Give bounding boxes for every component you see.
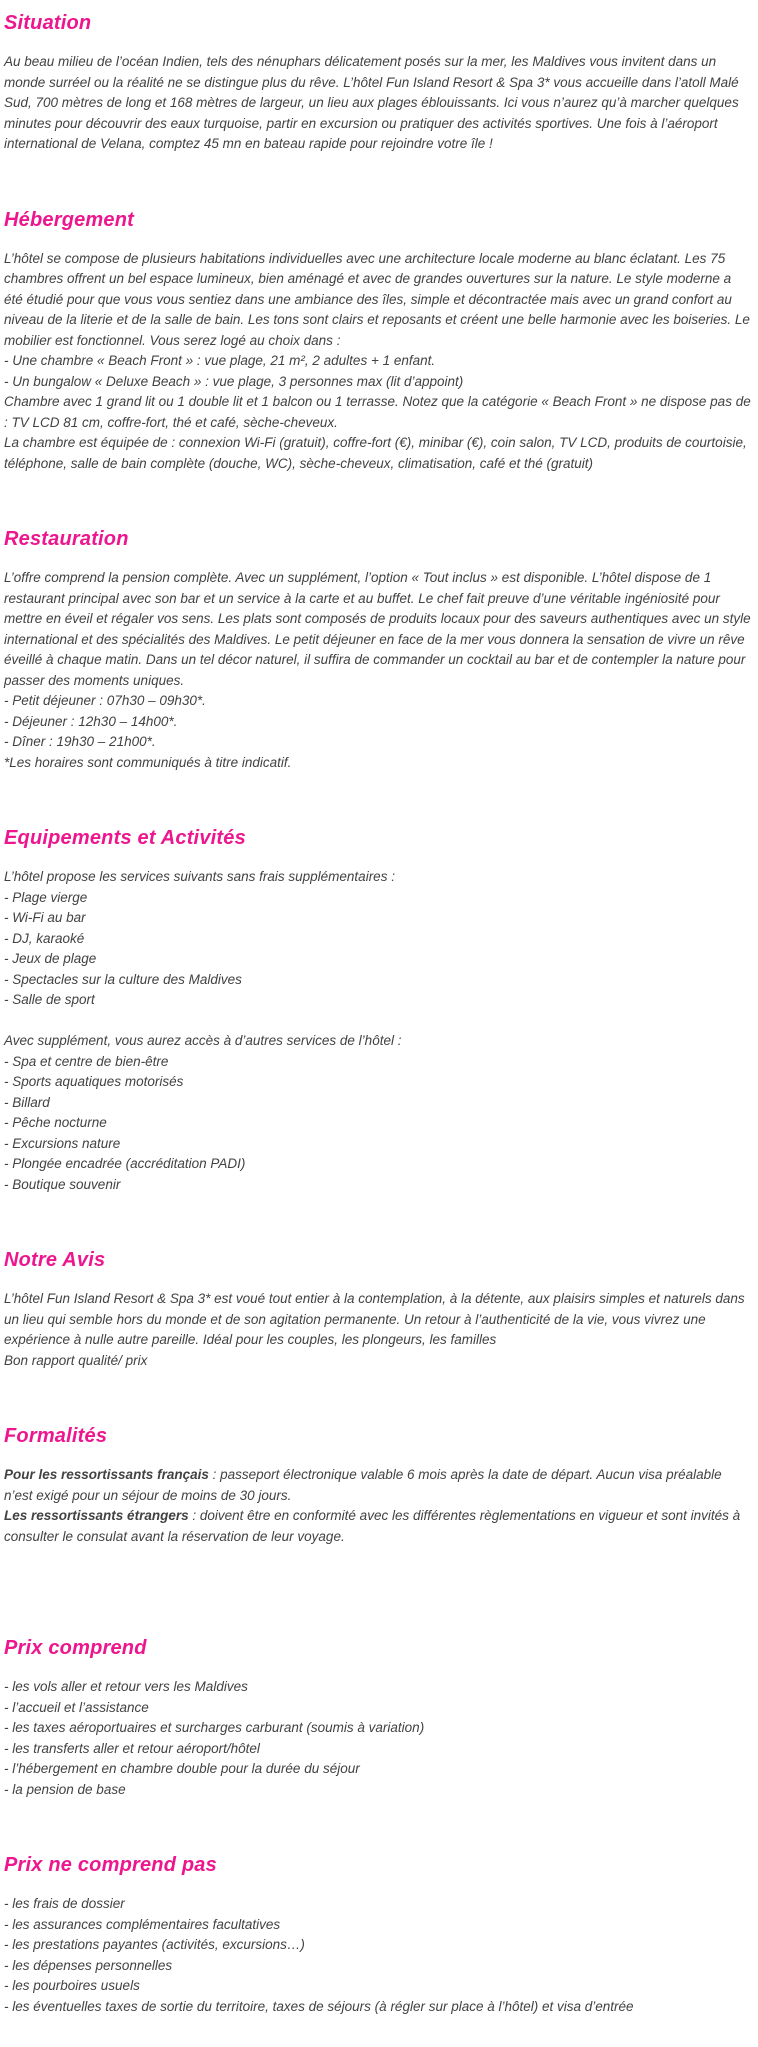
section-heading-formalites: Formalités [4, 1425, 108, 1447]
paid-service-item: - Plongée encadrée (accréditation PADI) [4, 1156, 246, 1171]
section-heading-situation: Situation [4, 12, 92, 34]
prix-ne-comprend-pas-item: - les assurances complémentaires facultatives [4, 1916, 281, 1932]
prix-comprend-item: - la pension de base [4, 1781, 126, 1797]
meal-time-item: - Déjeuner : 12h30 – 14h00*. [4, 713, 178, 729]
prix-comprend-item: - les vols aller et retour vers les Maldives [4, 1679, 248, 1694]
paid-service-item: - Excursions nature [4, 1135, 121, 1151]
section-heading-notre-avis: Notre Avis [4, 1249, 106, 1271]
restauration-body [4, 568, 752, 773]
formalites-etrangers-text: : doivent être en conformité avec les différentes règlementations en vigueur et sont invités à consulter le consulat avant la réservation de leur voyage. [4, 1508, 741, 1544]
prix-comprend-item: - l’accueil et l’assistance [4, 1699, 149, 1715]
formalites-etrangers-paragraph [4, 1506, 752, 1547]
section-prix-comprend [4, 1635, 752, 1800]
paid-service-item: - Sports aquatiques motorisés [4, 1074, 184, 1089]
section-heading-equipements: Equipements et Activités [4, 827, 246, 849]
hebergement-body [4, 249, 752, 475]
formalites-francais-lead: Pour les ressortissants français [4, 1467, 209, 1482]
situation-body [4, 52, 752, 155]
restauration-footnote: *Les horaires sont communiqués à titre indicatif. [4, 754, 292, 770]
equipements-paid-intro: Avec supplément, vous aurez accès à d’autres services de l’hôtel : [4, 1033, 402, 1048]
prix-comprend-body [4, 1677, 752, 1800]
prix-ne-comprend-pas-item: - les dépenses personnelles [4, 1957, 173, 1973]
prix-ne-comprend-pas-item: - les pourboires usuels [4, 1978, 140, 1993]
section-equipements [4, 825, 752, 1195]
section-restauration [4, 526, 752, 773]
prix-ne-comprend-pas-body [4, 1894, 752, 2017]
prix-ne-comprend-pas-item: - les éventuelles taxes de sortie du territoire, taxes de séjours (à régler sur place à l’hôtel) et visa d’entrée [4, 1998, 634, 2014]
blank-line [4, 1011, 752, 1032]
paid-service-item: - Billard [4, 1094, 50, 1110]
prix-comprend-item: - les taxes aéroportuaires et surcharges carburant (soumis à variation) [4, 1720, 425, 1735]
paid-service-item: - Boutique souvenir [4, 1176, 121, 1192]
equipements-body [4, 867, 752, 1195]
free-service-item: - Salle de sport [4, 992, 95, 1007]
room-option-item: - Une chambre « Beach Front » : vue plage, 21 m², 2 adultes + 1 enfant. [4, 353, 436, 368]
section-hebergement [4, 207, 752, 475]
formalites-francais-paragraph [4, 1465, 752, 1506]
paid-service-item: - Pêche nocturne [4, 1115, 107, 1130]
hebergement-intro-paragraph: L’hôtel se compose de plusieurs habitations individuelles avec une architecture locale moderne au blanc éclatant. Les 75 chambres offrent un bel espace lumineux, bien aménagé et avec de grandes ouvertures sur la nature. Le style moderne a été étudié pour que vous vous sentiez dans une ambiance des îles, simple et décontractée mais avec un grand confort au niveau de la literie et de la salle de bain. Les tons sont clairs et reposants et créent une belle harmonie avec les boiseries. Le mobilier est fonctionnel. Vous serez logé au choix dans : [4, 250, 750, 348]
notre-avis-paragraph: L’hôtel Fun Island Resort & Spa 3* est voué tout entier à la contemplation, à la détente, aux plaisirs simples et naturels dans un lieu qui semble hors du monde et de son agitation permanente. Un retour à l’authenticité de la vie, vous vivrez une expérience à nulle autre pareille. Idéal pour les couples, les plongeurs, les familles [4, 1291, 745, 1347]
section-heading-hebergement: Hébergement [4, 208, 135, 231]
section-heading-prix-comprend: Prix comprend [4, 1637, 147, 1659]
prix-ne-comprend-pas-item: - les prestations payantes (activités, excursions…) [4, 1937, 305, 1952]
section-notre-avis [4, 1247, 752, 1371]
free-service-item: - Wi-Fi au bar [4, 910, 86, 925]
hebergement-equipment-paragraph: La chambre est équipée de : connexion Wi-Fi (gratuit), coffre-fort (€), minibar (€), coin salon, TV LCD, produits de courtoisie, téléphone, salle de bain complète (douche, WC), sèche-cheveux, climatisation, café et thé (gratuit) [4, 435, 747, 471]
prix-comprend-item: - les transferts aller et retour aéroport/hôtel [4, 1740, 260, 1756]
formalites-francais-text: : passeport électronique valable 6 mois après la date de départ. Aucun visa préalable n’est exigé pour un séjour de moins de 30 jours. [4, 1467, 722, 1503]
prix-comprend-item: - l’hébergement en chambre double pour la durée du séjour [4, 1761, 360, 1776]
free-service-item: - Jeux de plage [4, 951, 97, 966]
formalites-etrangers-lead: Les ressortissants étrangers [4, 1508, 189, 1523]
notre-avis-line: Bon rapport qualité/ prix [4, 1352, 148, 1368]
free-service-item: - Plage vierge [4, 889, 88, 905]
section-situation [4, 10, 752, 155]
formalites-body [4, 1465, 752, 1547]
free-service-item: - Spectacles sur la culture des Maldives [4, 971, 242, 987]
meal-time-item: - Petit déjeuner : 07h30 – 09h30*. [4, 693, 206, 708]
restauration-paragraph: L’offre comprend la pension complète. Avec un supplément, l’option « Tout inclus » est disponible. L’hôtel dispose de 1 restaurant principal avec son bar et un service à la carte et au buffet. Le chef fait preuve d’une véritable ingéniosité pour mettre en éveil et régaler vos sens. Les plats sont composés de produits locaux pour des saveurs authentiques avec un style international et des spécialités des Maldives. Le petit déjeuner en face de la mer vous donnera la sensation de vivre un rêve éveillé à chaque matin. Dans un tel décor naturel, il suffira de commander un cocktail au bar et de contempler la nature pour passer des moments uniques. [4, 570, 751, 688]
meal-time-item: - Dîner : 19h30 – 21h00*. [4, 734, 156, 749]
section-formalites [4, 1423, 752, 1547]
notre-avis-body [4, 1289, 752, 1371]
section-heading-prix-ne-comprend-pas: Prix ne comprend pas [4, 1854, 217, 1876]
section-heading-restauration: Restauration [4, 528, 129, 550]
situation-paragraph: Au beau milieu de l’océan Indien, tels des nénuphars délicatement posés sur la mer, les Maldives vous invitent dans un monde surréel ou la réalité ne se distingue plus du rêve. L’hôtel Fun Island Resort & Spa 3* vous accueille dans l’atoll Malé Sud, 700 mètres de long et 168 mètres de largeur, un lieu aux plages éblouissants. Ici vous n’aurez qu’à marcher quelques minutes pour découvrir des eaux turquoise, partir en excursion ou pratiquer des activités sportives. Une fois à l’aéroport international de Velana, comptez 45 mn en bateau rapide pour rejoindre votre île ! [4, 54, 739, 151]
free-service-item: - DJ, karaoké [4, 930, 85, 946]
prix-ne-comprend-pas-item: - les frais de dossier [4, 1896, 125, 1911]
equipements-free-intro: L’hôtel propose les services suivants sans frais supplémentaires : [4, 869, 395, 884]
section-prix-ne-comprend-pas [4, 1852, 752, 2017]
room-option-item: - Un bungalow « Deluxe Beach » : vue plage, 3 personnes max (lit d’appoint) [4, 373, 464, 389]
hebergement-note-paragraph: Chambre avec 1 grand lit ou 1 double lit et 1 balcon ou 1 terrasse. Notez que la catégorie « Beach Front » ne dispose pas de : TV LCD 81 cm, coffre-fort, thé et café, sèche-cheveux. [4, 394, 751, 430]
paid-service-item: - Spa et centre de bien-être [4, 1053, 169, 1069]
